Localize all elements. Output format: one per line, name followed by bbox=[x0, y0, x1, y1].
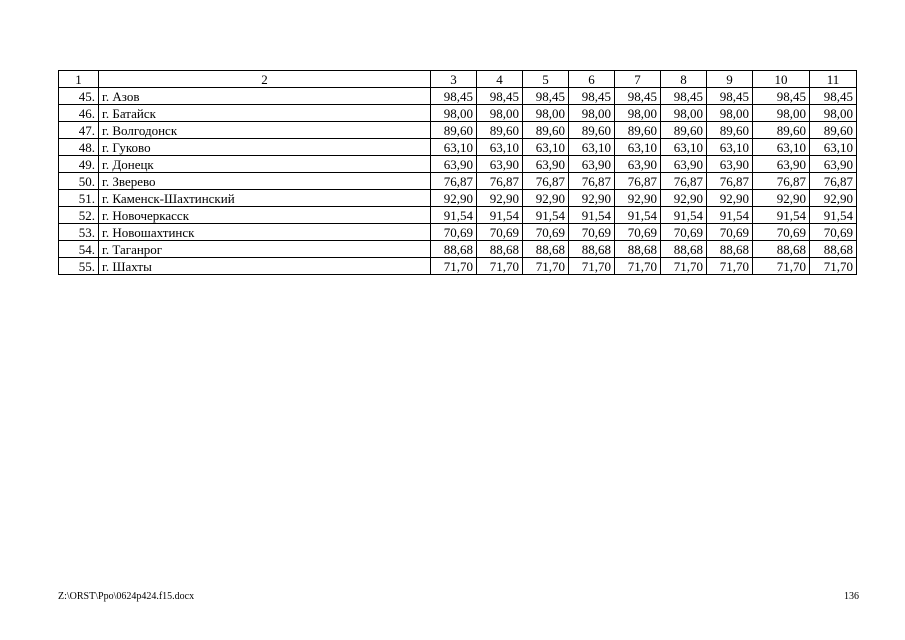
value-cell: 71,70 bbox=[810, 258, 857, 275]
footer-page-number: 136 bbox=[844, 591, 859, 602]
value-cell: 63,90 bbox=[615, 156, 661, 173]
value-cell: 89,60 bbox=[431, 122, 477, 139]
value-cell: 70,69 bbox=[615, 224, 661, 241]
value-cell: 98,45 bbox=[569, 88, 615, 105]
value-cell: 89,60 bbox=[477, 122, 523, 139]
header-cell: 11 bbox=[810, 71, 857, 88]
header-cell: 8 bbox=[661, 71, 707, 88]
row-number-cell: 54. bbox=[59, 241, 99, 258]
value-cell: 98,45 bbox=[615, 88, 661, 105]
header-cell: 1 bbox=[59, 71, 99, 88]
city-name-cell: г. Новочеркасск bbox=[99, 207, 431, 224]
value-cell: 91,54 bbox=[523, 207, 569, 224]
value-cell: 92,90 bbox=[810, 190, 857, 207]
row-number-cell: 50. bbox=[59, 173, 99, 190]
value-cell: 91,54 bbox=[661, 207, 707, 224]
table-row bbox=[59, 105, 857, 122]
value-cell: 70,69 bbox=[431, 224, 477, 241]
city-name-cell: г. Батайск bbox=[99, 105, 431, 122]
value-cell: 76,87 bbox=[569, 173, 615, 190]
value-cell: 63,90 bbox=[523, 156, 569, 173]
value-cell: 70,69 bbox=[661, 224, 707, 241]
row-number-cell: 47. bbox=[59, 122, 99, 139]
value-cell: 71,70 bbox=[707, 258, 753, 275]
table-row bbox=[59, 190, 857, 207]
row-number-cell: 46. bbox=[59, 105, 99, 122]
value-cell: 70,69 bbox=[707, 224, 753, 241]
value-cell: 88,68 bbox=[523, 241, 569, 258]
header-cell: 3 bbox=[431, 71, 477, 88]
table-row bbox=[59, 88, 857, 105]
city-name-cell: г. Волгодонск bbox=[99, 122, 431, 139]
value-cell: 88,68 bbox=[477, 241, 523, 258]
value-cell: 63,10 bbox=[477, 139, 523, 156]
value-cell: 63,90 bbox=[431, 156, 477, 173]
table-row bbox=[59, 207, 857, 224]
value-cell: 98,45 bbox=[431, 88, 477, 105]
value-cell: 63,90 bbox=[569, 156, 615, 173]
value-cell: 98,00 bbox=[569, 105, 615, 122]
value-cell: 71,70 bbox=[569, 258, 615, 275]
value-cell: 89,60 bbox=[753, 122, 810, 139]
city-name-cell: г. Зверево bbox=[99, 173, 431, 190]
value-cell: 92,90 bbox=[661, 190, 707, 207]
value-cell: 98,00 bbox=[753, 105, 810, 122]
header-cell: 9 bbox=[707, 71, 753, 88]
header-cell: 4 bbox=[477, 71, 523, 88]
value-cell: 71,70 bbox=[661, 258, 707, 275]
value-cell: 91,54 bbox=[431, 207, 477, 224]
value-cell: 98,45 bbox=[523, 88, 569, 105]
value-cell: 91,54 bbox=[810, 207, 857, 224]
city-name-cell: г. Шахты bbox=[99, 258, 431, 275]
value-cell: 88,68 bbox=[569, 241, 615, 258]
value-cell: 71,70 bbox=[615, 258, 661, 275]
value-cell: 76,87 bbox=[523, 173, 569, 190]
city-name-cell: г. Таганрог bbox=[99, 241, 431, 258]
header-cell: 2 bbox=[99, 71, 431, 88]
value-cell: 92,90 bbox=[753, 190, 810, 207]
city-name-cell: г. Гуково bbox=[99, 139, 431, 156]
header-cell: 10 bbox=[753, 71, 810, 88]
value-cell: 63,10 bbox=[523, 139, 569, 156]
value-cell: 76,87 bbox=[615, 173, 661, 190]
value-cell: 76,87 bbox=[477, 173, 523, 190]
value-cell: 63,10 bbox=[707, 139, 753, 156]
table-row bbox=[59, 173, 857, 190]
value-cell: 88,68 bbox=[707, 241, 753, 258]
value-cell: 88,68 bbox=[431, 241, 477, 258]
value-cell: 98,00 bbox=[615, 105, 661, 122]
value-cell: 76,87 bbox=[810, 173, 857, 190]
city-name-cell: г. Новошахтинск bbox=[99, 224, 431, 241]
table-row bbox=[59, 258, 857, 275]
value-cell: 70,69 bbox=[753, 224, 810, 241]
value-cell: 63,10 bbox=[661, 139, 707, 156]
value-cell: 88,68 bbox=[810, 241, 857, 258]
table-row bbox=[59, 122, 857, 139]
value-cell: 92,90 bbox=[707, 190, 753, 207]
value-cell: 98,00 bbox=[477, 105, 523, 122]
value-cell: 98,00 bbox=[431, 105, 477, 122]
value-cell: 88,68 bbox=[661, 241, 707, 258]
value-cell: 70,69 bbox=[523, 224, 569, 241]
value-cell: 71,70 bbox=[431, 258, 477, 275]
row-number-cell: 55. bbox=[59, 258, 99, 275]
value-cell: 92,90 bbox=[615, 190, 661, 207]
row-number-cell: 52. bbox=[59, 207, 99, 224]
value-cell: 63,10 bbox=[569, 139, 615, 156]
value-cell: 98,00 bbox=[661, 105, 707, 122]
value-cell: 70,69 bbox=[810, 224, 857, 241]
value-cell: 89,60 bbox=[523, 122, 569, 139]
table-row bbox=[59, 156, 857, 173]
value-cell: 70,69 bbox=[569, 224, 615, 241]
city-name-cell: г. Донецк bbox=[99, 156, 431, 173]
value-cell: 63,90 bbox=[753, 156, 810, 173]
value-cell: 71,70 bbox=[753, 258, 810, 275]
value-cell: 63,90 bbox=[810, 156, 857, 173]
header-cell: 5 bbox=[523, 71, 569, 88]
value-cell: 98,45 bbox=[753, 88, 810, 105]
value-cell: 63,10 bbox=[615, 139, 661, 156]
table-header-row bbox=[59, 71, 857, 88]
footer-file-path: Z:\ORST\Ppo\0624p424.f15.docx bbox=[58, 591, 195, 602]
value-cell: 76,87 bbox=[431, 173, 477, 190]
value-cell: 76,87 bbox=[753, 173, 810, 190]
city-name-cell: г. Азов bbox=[99, 88, 431, 105]
value-cell: 92,90 bbox=[477, 190, 523, 207]
value-cell: 70,69 bbox=[477, 224, 523, 241]
header-cell: 6 bbox=[569, 71, 615, 88]
value-cell: 91,54 bbox=[753, 207, 810, 224]
value-cell: 76,87 bbox=[707, 173, 753, 190]
row-number-cell: 53. bbox=[59, 224, 99, 241]
value-cell: 63,10 bbox=[810, 139, 857, 156]
table-body bbox=[59, 71, 857, 275]
value-cell: 63,90 bbox=[661, 156, 707, 173]
row-number-cell: 51. bbox=[59, 190, 99, 207]
value-cell: 91,54 bbox=[477, 207, 523, 224]
value-cell: 88,68 bbox=[753, 241, 810, 258]
value-cell: 98,00 bbox=[810, 105, 857, 122]
value-cell: 92,90 bbox=[569, 190, 615, 207]
value-cell: 89,60 bbox=[707, 122, 753, 139]
value-cell: 91,54 bbox=[569, 207, 615, 224]
value-cell: 98,45 bbox=[810, 88, 857, 105]
value-cell: 98,00 bbox=[707, 105, 753, 122]
value-cell: 63,10 bbox=[431, 139, 477, 156]
value-cell: 92,90 bbox=[523, 190, 569, 207]
value-cell: 63,90 bbox=[477, 156, 523, 173]
value-cell: 71,70 bbox=[477, 258, 523, 275]
table-row bbox=[59, 241, 857, 258]
value-cell: 98,45 bbox=[477, 88, 523, 105]
value-cell: 91,54 bbox=[615, 207, 661, 224]
value-cell: 76,87 bbox=[661, 173, 707, 190]
city-name-cell: г. Каменск-Шахтинский bbox=[99, 190, 431, 207]
value-cell: 91,54 bbox=[707, 207, 753, 224]
row-number-cell: 48. bbox=[59, 139, 99, 156]
value-cell: 89,60 bbox=[615, 122, 661, 139]
tariff-table bbox=[58, 70, 857, 275]
row-number-cell: 45. bbox=[59, 88, 99, 105]
value-cell: 98,45 bbox=[661, 88, 707, 105]
table-row bbox=[59, 139, 857, 156]
value-cell: 98,45 bbox=[707, 88, 753, 105]
value-cell: 89,60 bbox=[569, 122, 615, 139]
value-cell: 63,90 bbox=[707, 156, 753, 173]
value-cell: 89,60 bbox=[810, 122, 857, 139]
value-cell: 63,10 bbox=[753, 139, 810, 156]
row-number-cell: 49. bbox=[59, 156, 99, 173]
value-cell: 89,60 bbox=[661, 122, 707, 139]
header-cell: 7 bbox=[615, 71, 661, 88]
value-cell: 98,00 bbox=[523, 105, 569, 122]
table-row bbox=[59, 224, 857, 241]
value-cell: 71,70 bbox=[523, 258, 569, 275]
value-cell: 88,68 bbox=[615, 241, 661, 258]
value-cell: 92,90 bbox=[431, 190, 477, 207]
